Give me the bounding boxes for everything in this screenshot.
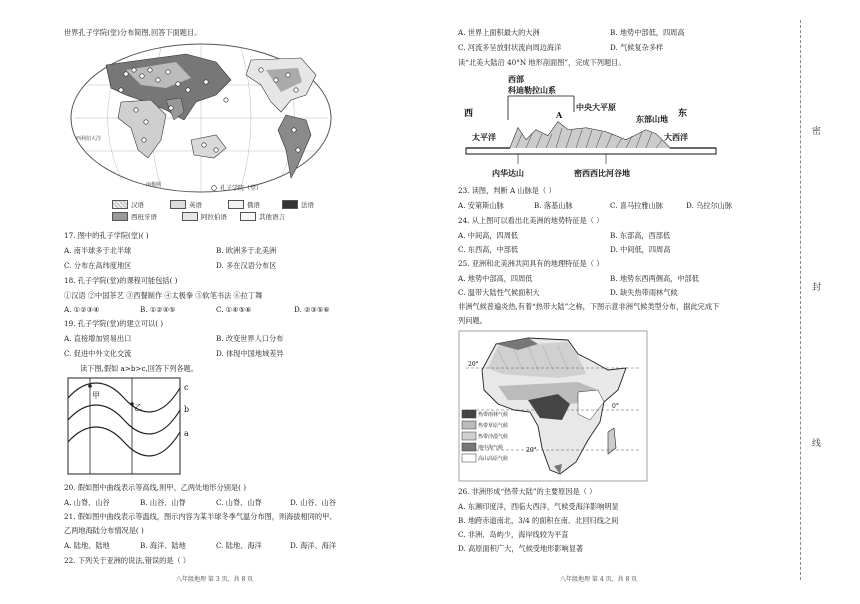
legend-item: 其他语言 xyxy=(240,212,285,221)
lat-label: 20° xyxy=(468,361,479,368)
profile-intro: 读“北美大陆沿 40°N 地形剖面图”，完成下列题目。 xyxy=(458,58,626,67)
africa-intro-2: 列问题。 xyxy=(458,316,487,325)
q23-option-d[interactable]: D. 乌拉尔山脉 xyxy=(686,201,733,210)
profile-label: 密西西比河谷地 xyxy=(574,168,630,178)
q21-stem-2: 乙两地海陆分布情况是( ) xyxy=(64,526,144,535)
profile-label: 科迪勒拉山系 xyxy=(508,85,556,95)
legend-item: 高山高原气候 xyxy=(478,456,509,462)
q23-stem: 23. 读图，判断 A 山脉是（ ） xyxy=(458,186,556,195)
q24-stem: 24. 从上图可以看出北美洲的地势特征是（ ） xyxy=(458,216,604,225)
q20-option-d[interactable]: D. 山谷、山谷 xyxy=(290,498,337,507)
contour-label-b: b xyxy=(184,405,190,414)
legend-item: 俄语 xyxy=(228,200,260,209)
map-symbol-label: 孔子学院（堂） xyxy=(220,185,263,192)
q22-option-a[interactable]: A. 世界上面积最大的大洲 xyxy=(458,28,540,37)
world-map xyxy=(66,40,336,200)
q19-option-a[interactable]: A. 直接增加贸易出口 xyxy=(64,334,132,343)
q19-stem: 19. 孔子学院(堂)的建立可以( ) xyxy=(64,319,164,328)
q24-option-b[interactable]: B. 东部高，西部低 xyxy=(610,231,671,240)
q19-option-d[interactable]: D. 体现中国地域差异 xyxy=(216,349,284,358)
margin-label: 密 xyxy=(812,127,822,137)
q21-option-d[interactable]: D. 海洋、海洋 xyxy=(290,541,337,550)
q26-option-b[interactable]: B. 地跨赤道南北，3/4 的面积在南、北回归线之间 xyxy=(458,516,619,525)
q19-option-c[interactable]: C. 促进中外文化交流 xyxy=(64,349,132,358)
q24-option-a[interactable]: A. 中间高，四周低 xyxy=(458,231,519,240)
profile-diagram xyxy=(456,72,726,184)
q22-stem: 22. 下列关于亚洲的说法,错误的是（ ） xyxy=(64,556,191,565)
q25-option-b[interactable]: B. 地势东西两侧高，中部低 xyxy=(610,274,699,283)
contour-diagram xyxy=(66,376,196,476)
q17-option-a[interactable]: A. 南半球多于北半球 xyxy=(64,246,132,255)
profile-west: 西 xyxy=(464,109,474,119)
q17-option-b[interactable]: B. 欧洲多于北美洲 xyxy=(216,246,277,255)
legend-item: 法语 xyxy=(282,200,314,209)
q17-option-c[interactable]: C. 分布在高纬度地区 xyxy=(64,261,132,270)
q18-stem: 18. 孔子学院(堂)的课程可能包括( ) xyxy=(64,276,178,285)
q25-stem: 25. 亚洲和北美洲共同具有的地理特征是（ ） xyxy=(458,259,604,268)
q24-option-c[interactable]: C. 东西高，中部低 xyxy=(458,245,519,254)
q26-stem: 26. 非洲形成“热带大陆”的主要原因是（ ） xyxy=(458,487,597,496)
profile-label: 太平洋 xyxy=(472,132,496,142)
legend-item: 阿拉伯语 xyxy=(182,212,227,221)
profile-east: 东 xyxy=(678,109,688,119)
legend-item: 地中海气候 xyxy=(478,445,504,451)
legend-item: 热带雨林气候 xyxy=(478,412,509,418)
margin-label: 线 xyxy=(812,439,822,449)
q20-stem: 20. 假如图中曲线表示等高线,则甲、乙两处地形分别是( ) xyxy=(64,483,247,492)
legend-item: 西班牙语 xyxy=(112,212,157,221)
lat-label: 20° xyxy=(526,447,537,454)
point-yi: 乙 xyxy=(134,403,142,412)
profile-label: 大西洋 xyxy=(664,132,688,142)
q18-option-a[interactable]: A. ①②③④ xyxy=(64,305,100,314)
binding-line xyxy=(800,20,801,580)
q20-option-a[interactable]: A. 山脊、山谷 xyxy=(64,498,110,507)
q26-option-c[interactable]: C. 非洲、岛屿少，海岸线较为平直 xyxy=(458,530,569,539)
contour-label-a: a xyxy=(184,429,189,438)
profile-label: 西部 xyxy=(508,74,524,84)
legend-item: 热带沙漠气候 xyxy=(478,434,509,440)
q21-option-b[interactable]: B. 海洋、陆地 xyxy=(140,541,186,550)
margin-label: 封 xyxy=(812,283,822,293)
legend-item: 汉语 xyxy=(112,200,144,209)
legend-item: 热带草原气候 xyxy=(478,423,509,429)
map-region-label: 南极圈 xyxy=(146,182,162,188)
lat-label: 0° xyxy=(612,403,619,410)
q25-option-a[interactable]: A. 地势中部高，四周低 xyxy=(458,274,533,283)
q25-option-d[interactable]: D. 缺失热带雨林气候 xyxy=(610,288,678,297)
q20-option-b[interactable]: B. 山谷、山脊 xyxy=(140,498,186,507)
q24-option-d[interactable]: D. 中间低，四周高 xyxy=(610,245,671,254)
q18-option-d[interactable]: D. ②③⑤⑥ xyxy=(294,305,330,314)
q22-option-d[interactable]: D. 气候复杂多样 xyxy=(610,43,664,52)
africa-climate-map xyxy=(458,330,648,482)
q19-option-b[interactable]: B. 改变世界人口分布 xyxy=(216,334,284,343)
page-footer-left: 八年级地理 第 3 页，共 8 页 xyxy=(176,576,254,583)
q17-stem: 17. 图中的孔子学院(堂)( ) xyxy=(64,231,149,240)
q23-option-b[interactable]: B. 落基山脉 xyxy=(534,201,573,210)
q21-stem: 21. 假如图中曲线表示等温线，图示内容为某半球冬季气温分布图，则海拔相同的甲、 xyxy=(64,512,337,521)
q25-option-c[interactable]: C. 温带大陆性气候面积大 xyxy=(458,288,540,297)
page-footer-right: 八年级地理 第 4 页，共 8 页 xyxy=(560,576,638,583)
q26-option-a[interactable]: A. 东濒印度洋，西临大西洋，气候受海洋影响明显 xyxy=(458,502,619,511)
contour-label-c: c xyxy=(184,383,189,392)
q21-option-c[interactable]: C. 陆地、海洋 xyxy=(216,541,262,550)
map-intro: 世界孔子学院(堂)分布简图,回答下面题目。 xyxy=(64,28,202,37)
q17-option-d[interactable]: D. 多在汉语分布区 xyxy=(216,261,277,270)
legend-item: 英语 xyxy=(170,200,202,209)
q18-option-c[interactable]: C. ①④⑤⑥ xyxy=(216,305,252,314)
q22-option-c[interactable]: C. 河流多呈放射状流向周边海洋 xyxy=(458,43,562,52)
q23-option-a[interactable]: A. 安第斯山脉 xyxy=(458,201,504,210)
profile-label: 内华达山 xyxy=(492,168,524,178)
contour-intro: 读下图,假如 a>b>c,回答下列各题。 xyxy=(80,364,199,373)
q18-items: ①汉语 ②中国茶艺 ③西餐制作 ④太极拳 ⑤软笔书法 ⑥拉丁舞 xyxy=(64,291,263,300)
q23-option-c[interactable]: C. 喜马拉雅山脉 xyxy=(610,201,663,210)
point-jia: 甲 xyxy=(92,391,100,400)
profile-point-a: A xyxy=(556,110,563,120)
q18-option-b[interactable]: B. ①②④⑤ xyxy=(140,305,176,314)
q26-option-d[interactable]: D. 高原面积广大，气候受地形影响显著 xyxy=(458,544,584,553)
africa-intro: 非洲气候普遍炎热,有着“热带大陆”之称，下图示意非洲气候类型分布，据此完成下 xyxy=(458,302,720,311)
q20-option-c[interactable]: C. 山脊、山脊 xyxy=(216,498,262,507)
map-region-label: 西利伯大洋 xyxy=(76,136,102,142)
profile-label: 中央大平原 xyxy=(576,102,616,112)
q21-option-a[interactable]: A. 陆地、陆地 xyxy=(64,541,110,550)
q22-option-b[interactable]: B. 地势中部低，四周高 xyxy=(610,28,685,37)
profile-label: 东部山地 xyxy=(636,114,668,124)
